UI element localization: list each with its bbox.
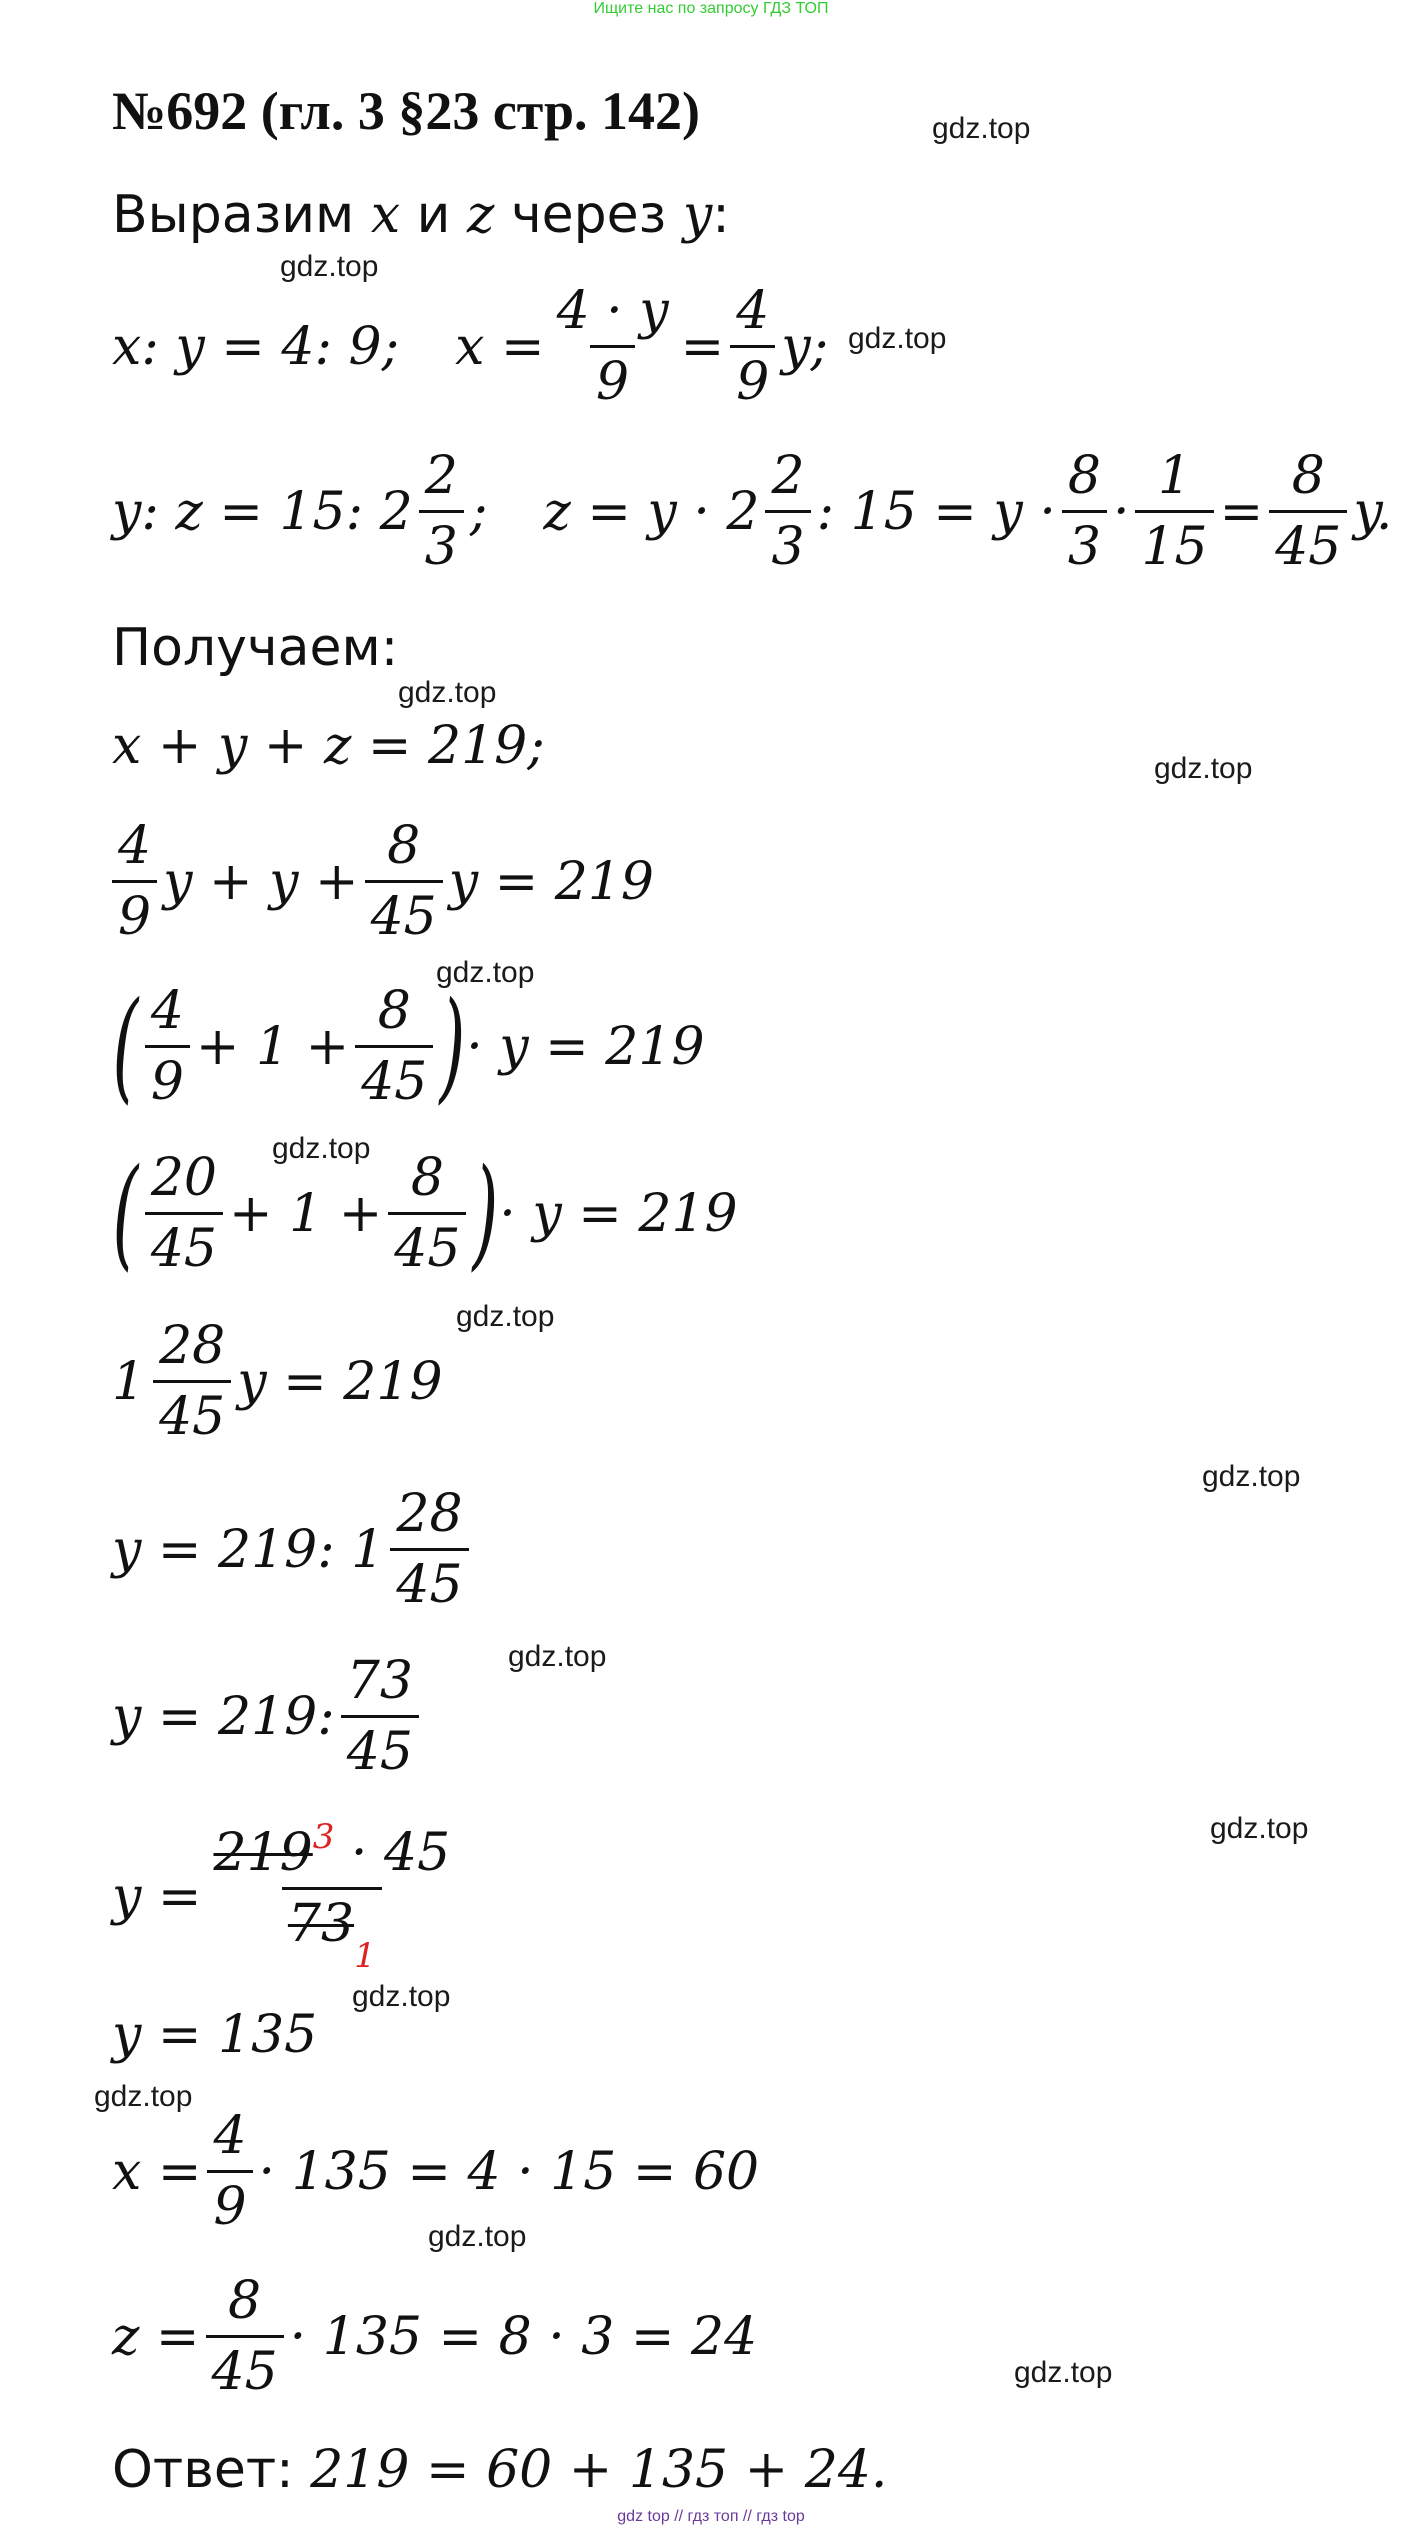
watermark: gdz.top: [352, 1980, 451, 2013]
equation-line-6: [112, 1651, 425, 1782]
sum-line: [112, 716, 545, 776]
cancelled-219: 219: [213, 1823, 313, 1883]
fraction: $\frac{4}{9}$: [145, 985, 190, 1108]
ratio-text: x: y = 4: 9;: [112, 316, 400, 377]
whole-part: 1: [112, 1351, 146, 1412]
eq-part: y = 135: [112, 2005, 318, 2065]
equals: =: [680, 316, 725, 377]
fraction: $\frac{4}{9}$: [730, 285, 775, 408]
answer-label: Ответ:: [112, 2440, 294, 2500]
fraction: $\frac{28}{45}$: [390, 1488, 468, 1611]
x-eq: x =: [455, 316, 545, 377]
fraction: $\frac{20}{45}$: [145, 1152, 223, 1275]
result-y: [112, 2005, 317, 2065]
dot: ·: [1112, 481, 1130, 542]
reduced-3: 3: [312, 1817, 335, 1857]
tail: y;: [781, 316, 829, 377]
watermark: gdz.top: [508, 1640, 607, 1673]
result-z: [112, 2271, 758, 2402]
watermark: gdz.top: [1202, 1460, 1301, 1493]
watermark: gdz.top: [398, 676, 497, 709]
fraction: $\frac{4}{9}$: [112, 820, 157, 943]
eq-part: y = 219: 1: [112, 1519, 385, 1580]
reduced-1: 1: [354, 1936, 376, 1976]
cancelled-73: 73: [287, 1894, 355, 1954]
fraction: $\frac{8}{45}$: [206, 2275, 284, 2398]
fraction: $\frac{8}{45}$: [1269, 450, 1347, 573]
equation-line-4: [112, 1316, 443, 1447]
fraction: [207, 1817, 456, 1976]
equation-line-3: ( $\frac{20}{45}$ + 1 + $\frac{8}{45}$ ) · y = 219: [112, 1143, 738, 1283]
fraction: $\frac{8}{45}$: [355, 985, 433, 1108]
eq-part: y = 219: [237, 1351, 443, 1412]
intro-text: Выразим: [112, 185, 355, 245]
intro-line: Выразим x и z через y :: [112, 185, 730, 245]
eq-part: y = 219:: [112, 1686, 335, 1747]
watermark: gdz.top: [1154, 752, 1253, 785]
equation-line-5: [112, 1484, 475, 1615]
fraction: $\frac{8}{3}$: [1062, 450, 1107, 573]
ratio-x-line: [112, 281, 829, 412]
eq-part: · y = 219: [466, 1016, 705, 1077]
watermark: gdz.top: [848, 322, 947, 355]
tail: y.: [1353, 481, 1393, 542]
answer-line: [112, 2440, 887, 2500]
eq-part: y =: [112, 1866, 202, 1927]
watermark: gdz.top: [932, 112, 1031, 145]
fraction: $\frac{4 \cdot y}{9}$: [556, 281, 669, 412]
eq-part: z =: [112, 2306, 200, 2367]
sum-text: x + y + z = 219;: [112, 716, 545, 776]
fraction: $\frac{4}{9}$: [207, 2110, 252, 2233]
equation-line-1: [112, 816, 655, 947]
eq-part: · y = 219: [499, 1183, 738, 1244]
fraction: $\frac{1}{15}$: [1135, 450, 1213, 573]
semicolon: ;: [469, 481, 488, 542]
fraction: $\frac{73}{45}$: [341, 1655, 419, 1778]
fraction: $\frac{2}{3}$: [765, 450, 810, 573]
watermark: gdz.top: [456, 1300, 555, 1333]
fraction: $\frac{8}{45}$: [365, 820, 443, 943]
z-eq: z = y · 2: [543, 481, 760, 542]
eq-part: y = 219: [448, 851, 655, 912]
eq-part: + 1 +: [229, 1183, 383, 1244]
watermark: gdz.top: [436, 956, 535, 989]
eq-part: · 135 = 8 · 3 = 24: [289, 2306, 758, 2367]
eq-part: x =: [112, 2141, 202, 2202]
answer-value: 219 = 60 + 135 + 24.: [310, 2440, 888, 2500]
fraction: $\frac{8}{45}$: [388, 1152, 466, 1275]
fraction: $\frac{2}{3}$: [419, 450, 464, 573]
watermark: gdz.top: [280, 250, 379, 283]
ratio-z-line: [112, 446, 1393, 577]
eq-part: y + y +: [163, 851, 359, 912]
footer-links[interactable]: gdz top // гдз топ // гдз top: [617, 2508, 805, 2525]
intro-through: через: [510, 185, 667, 245]
top-search-hint[interactable]: Ищите нас по запросу ГДЗ ТОП: [593, 0, 829, 17]
eq-part: · 135 = 4 · 15 = 60: [258, 2141, 760, 2202]
watermark: gdz.top: [94, 2080, 193, 2113]
fraction: $\frac{28}{45}$: [153, 1320, 231, 1443]
page-title: №692 (гл. 3 §23 стр. 142): [112, 81, 700, 141]
get-text: Получаем:: [112, 618, 399, 678]
equation-line-2: ( $\frac{4}{9}$ + 1 + $\frac{8}{45}$ ) · y = 219: [112, 976, 705, 1116]
eq-part: + 1 +: [195, 1016, 350, 1077]
divide-15: : 15 = y ·: [816, 481, 1056, 542]
watermark: gdz.top: [272, 1132, 371, 1165]
watermark: gdz.top: [1014, 2356, 1113, 2389]
watermark: gdz.top: [428, 2220, 527, 2253]
times-45: · 45: [350, 1823, 451, 1883]
intro-and: и: [416, 185, 451, 245]
equals: =: [1219, 481, 1264, 542]
ratio-text: y: z = 15: 2: [112, 481, 413, 542]
get-line: [112, 618, 398, 678]
watermark: gdz.top: [1210, 1812, 1309, 1845]
equation-line-7: [112, 1817, 462, 1976]
